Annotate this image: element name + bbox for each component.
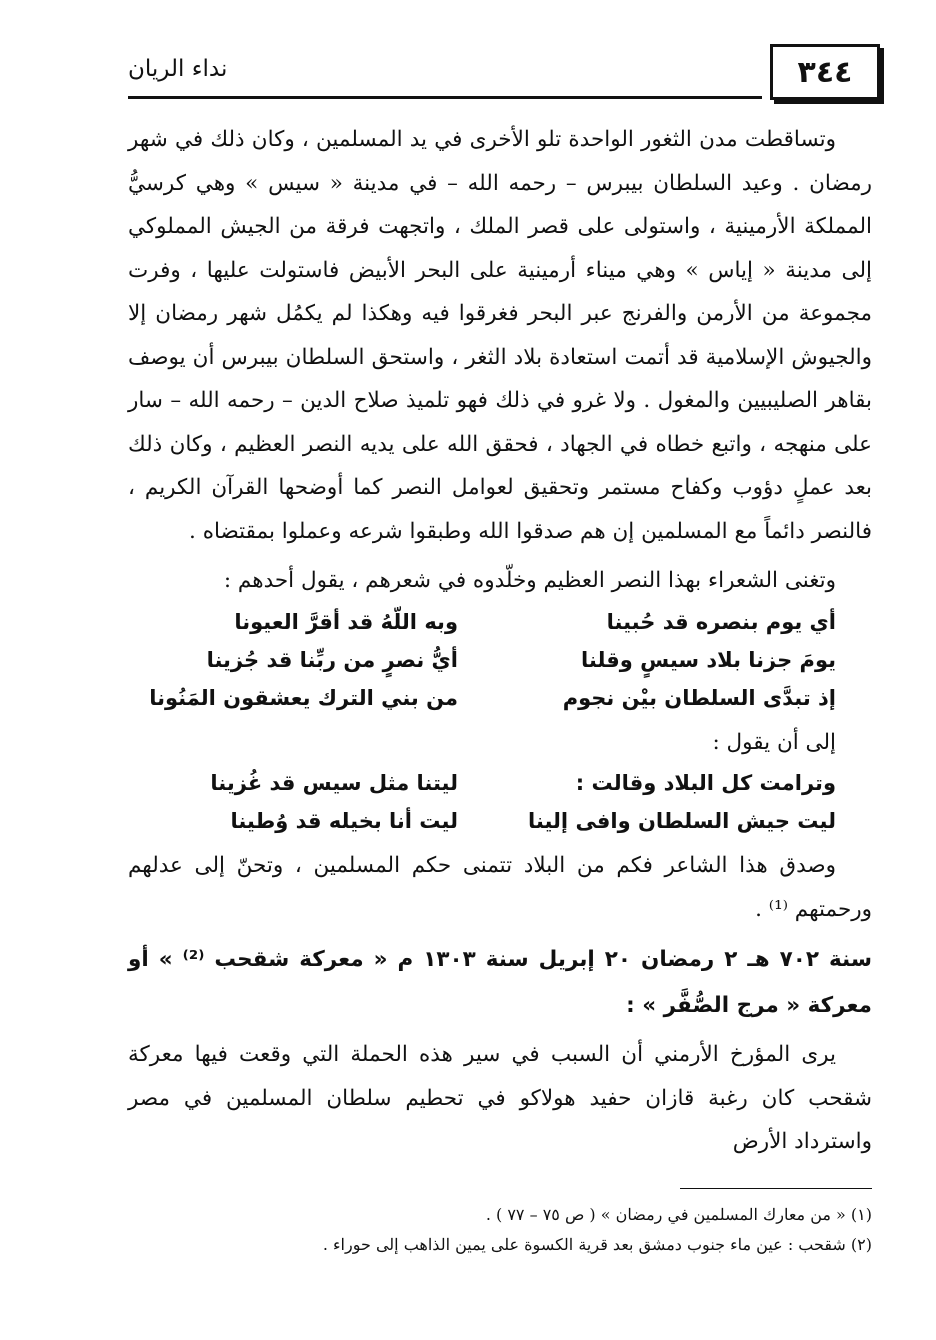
poem-stanza bbox=[128, 603, 872, 717]
footnotes bbox=[128, 1200, 872, 1260]
poem-verse bbox=[128, 802, 836, 840]
verse-first-hemistich: إذ تبدَّى السلطان بيْن نجوم bbox=[562, 685, 836, 710]
verse-first-hemistich: أي يوم بنصره قد حُبينا bbox=[606, 609, 836, 634]
section-heading: سنة ٧٠٢ هـ ٢ رمضان ٢٠ إبريل سنة ١٣٠٣ م « معركة شقحب ⁽²⁾ » أو معركة « مرج الصُّفَّر » : bbox=[128, 947, 872, 1018]
paragraph: وصدق هذا الشاعر فكم من البلاد تتمنى حكم المسلمين ، وتحنّ إلى عدلهم ورحمتهم ⁽¹⁾ . bbox=[128, 853, 872, 922]
paragraph: وتساقطت مدن الثغور الواحدة تلو الأخرى في يد المسلمين ، وكان ذلك في شهر رمضان . وعيد السلطان بيبرس – رحمه الله – في مدينة « سيس » وهي كرسيُّ المملكة الأرمينية ، واستولى على قصر الملك ، واتجهت فرقة من الجيش المملوكي إلى مدينة « إياس » وهي ميناء أرمينية على البحر الأبيض فاستولت عليها ، وفرت مجموعة من الأرمن والفرنج عبر البحر فغرقوا فيه وهكذا لم يكمُل شهر رمضان إلا والجيوش الإسلامية قد أتمت استعادة بلاد الثغر ، واستحق السلطان بيبرس أن يوصف بقاهر الصليبيين والمغول . ولا غرو في ذلك فهو تلميذ صلاح الدين – رحمه الله – سار على منهجه ، واتبع خطاه في الجهاد ، فحقق الله على يديه النصر العظيم ، وكان ذلك بعد عملٍ دؤوب وكفاح مستمر وتحقيق لعوامل النصر كما أوضحها القرآن الكريم ، فالنصر دائماً مع المسلمين إن هم صدقوا الله وطبقوا شرعه وعملوا بمقتضاه . bbox=[128, 127, 872, 544]
verse-first-hemistich: يومَ جزنا بلاد سيسٍ وقلنا bbox=[580, 647, 836, 672]
verse-first-hemistich: وترامت كل البلاد وقالت : bbox=[575, 771, 836, 795]
paragraph: يرى المؤرخ الأرمني أن السبب في سير هذه الحملة التي وقعت فيها معركة شقحب كان رغبة قازان حفيد هولاكو في تحطيم سلطان المسلمين في مصر واسترداد الأرض bbox=[128, 1042, 872, 1154]
page-number: ٣٤٤ bbox=[770, 44, 880, 100]
running-title: نداء الريان bbox=[128, 56, 228, 82]
verse-second-hemistich: من بني الترك يعشقون المَنُونا bbox=[149, 685, 458, 710]
verse-second-hemistich: وبه اللّهُ قد أقرَّ العيونا bbox=[234, 609, 458, 634]
paragraph: إلى أن يقول : bbox=[712, 729, 836, 755]
footnote-divider bbox=[680, 1188, 872, 1189]
main-text bbox=[128, 118, 872, 1164]
footnote: (١) « من معارك المسلمين في رمضان » ( ص ٧٥ – ٧٧ ) . bbox=[485, 1205, 872, 1224]
poem-verse bbox=[128, 679, 836, 717]
verse-first-hemistich: ليت جيش السلطان وافى إلينا bbox=[528, 809, 836, 833]
verse-second-hemistich: أيُّ نصرٍ من ربِّنا قد جُزينا bbox=[206, 647, 458, 672]
poem-stanza bbox=[128, 764, 872, 840]
paragraph: وتغنى الشعراء بهذا النصر العظيم وخلّدوه في شعرهم ، يقول أحدهم : bbox=[223, 568, 836, 593]
page-header bbox=[128, 44, 880, 104]
poem-verse bbox=[128, 764, 836, 802]
verse-second-hemistich: ليتنا مثل سيس قد غُزينا bbox=[210, 771, 458, 795]
poem-verse bbox=[128, 641, 836, 679]
header-rule bbox=[128, 96, 762, 99]
verse-second-hemistich: ليت أنا بخيله قد وُطينا bbox=[230, 809, 458, 833]
poem-verse bbox=[128, 603, 836, 641]
footnote: (٢) شقحب : عين ماء جنوب دمشق بعد قرية الكسوة على يمين الذاهب إلى حوراء . bbox=[322, 1235, 872, 1254]
